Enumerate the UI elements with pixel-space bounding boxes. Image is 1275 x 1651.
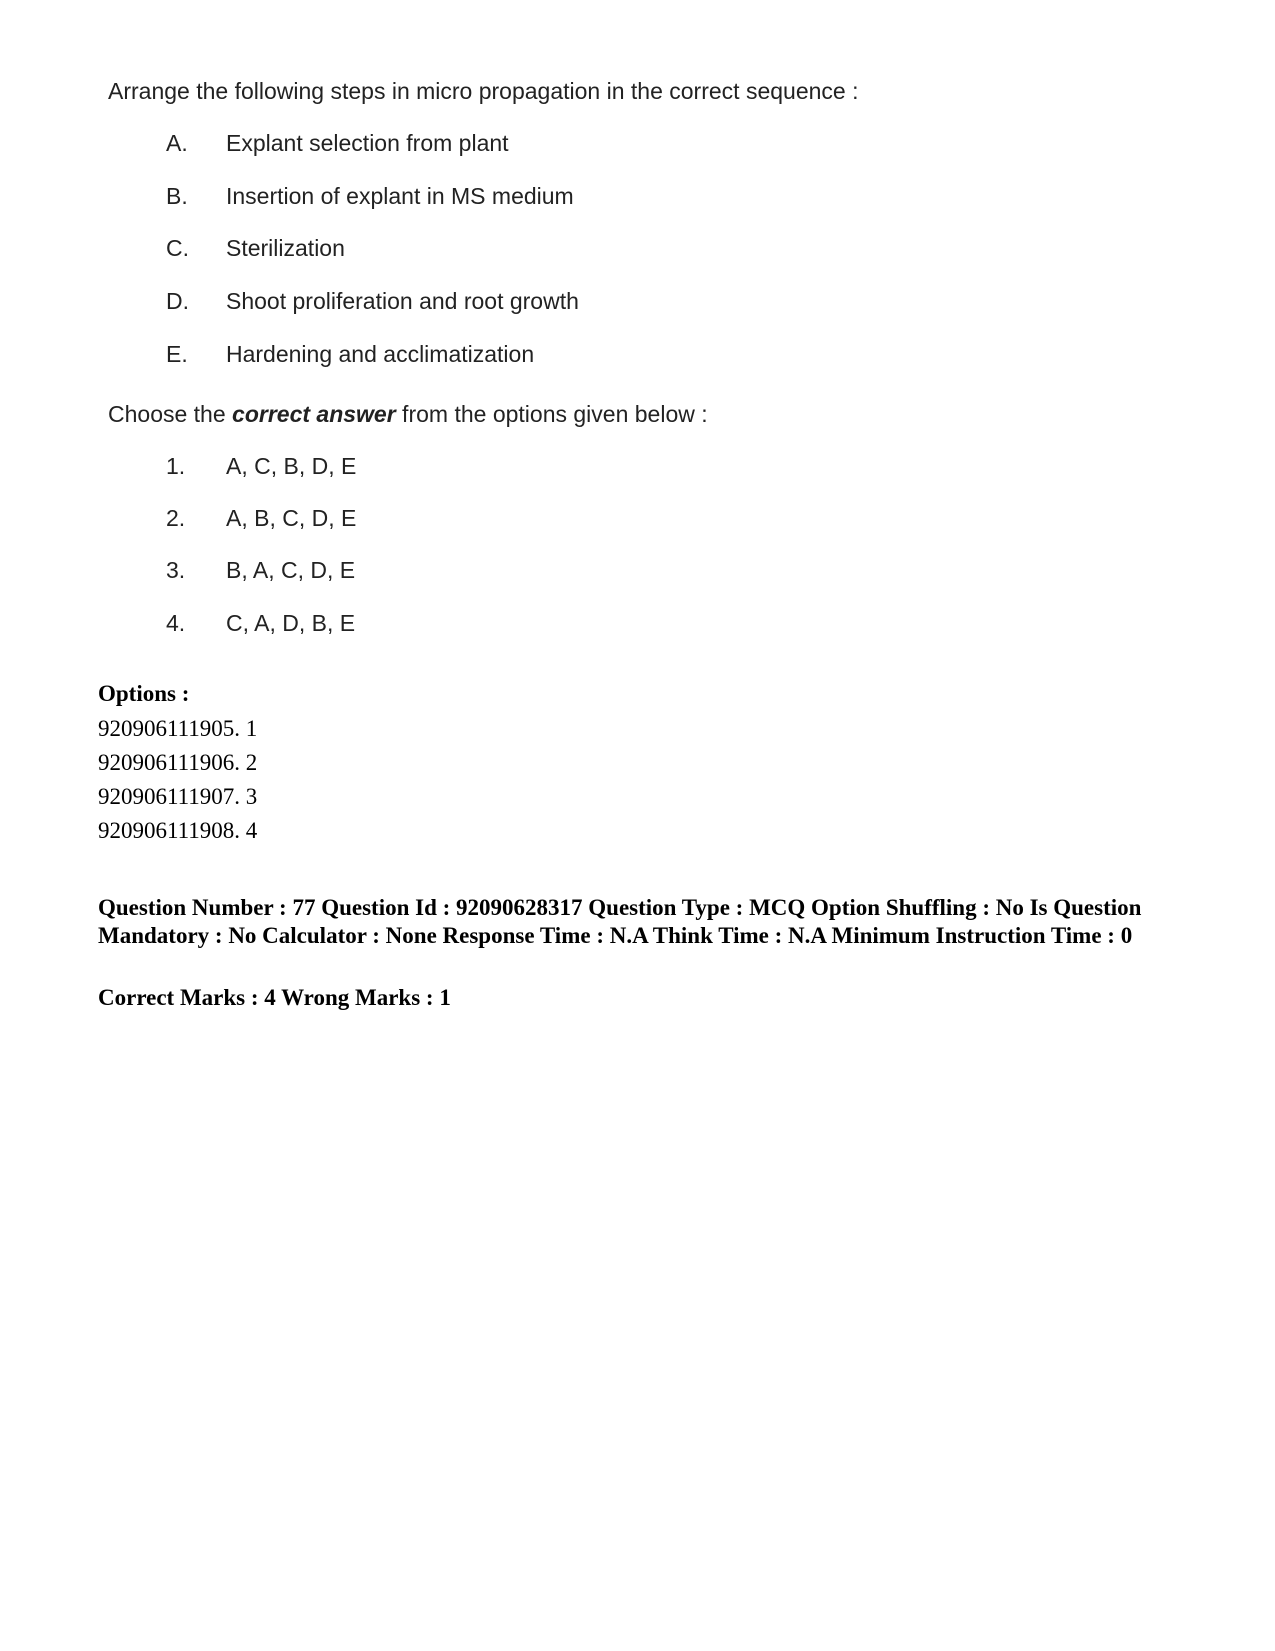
choice-text: B, A, C, D, E [226, 557, 356, 583]
option-id-item: 920906111908. 4 [98, 818, 258, 843]
question-metadata: Question Number : 77 Question Id : 92090628317 Question Type : MCQ Option Shuffling : No Is Question Mandatory : No Calculator : None Response Time : N.A Think Time : N.A Minimum Instruction Time : 0 [98, 895, 1142, 948]
answer-choice [0, 505, 900, 535]
question-stem: Arrange the following steps in micro propagation in the correct sequence : [108, 78, 859, 104]
option-id-item: 920906111906. 2 [98, 750, 258, 775]
marks-info: Correct Marks : 4 Wrong Marks : 1 [98, 985, 451, 1010]
step-item [0, 130, 900, 160]
answer-choice [0, 557, 900, 587]
choice-label: 4. [166, 610, 186, 636]
choose-emphasis: correct answer [232, 401, 396, 427]
step-item [0, 183, 900, 213]
choice-text: A, B, C, D, E [226, 505, 357, 531]
step-label: D. [166, 288, 189, 314]
step-text: Explant selection from plant [226, 130, 509, 156]
step-item [0, 341, 900, 371]
option-id-item: 920906111905. 1 [98, 716, 258, 741]
options-heading: Options : [98, 681, 190, 706]
option-id-item: 920906111907. 3 [98, 784, 258, 809]
answer-choice [0, 610, 900, 640]
answer-choice [0, 453, 900, 483]
choice-label: 2. [166, 505, 186, 531]
choice-label: 1. [166, 453, 186, 479]
choose-suffix: from the options given below : [395, 401, 708, 427]
choice-label: 3. [166, 557, 186, 583]
step-item [0, 288, 900, 318]
step-text: Insertion of explant in MS medium [226, 183, 574, 209]
choose-prefix: Choose the [108, 401, 233, 427]
step-text: Shoot proliferation and root growth [226, 288, 579, 314]
choice-text: C, A, D, B, E [226, 610, 356, 636]
step-text: Hardening and acclimatization [226, 341, 535, 367]
step-label: C. [166, 235, 189, 261]
step-text: Sterilization [226, 235, 345, 261]
step-item [0, 235, 900, 265]
step-label: E. [166, 341, 188, 367]
choice-text: A, C, B, D, E [226, 453, 357, 479]
choose-instruction [108, 401, 708, 428]
step-label: B. [166, 183, 188, 209]
step-label: A. [166, 130, 188, 156]
